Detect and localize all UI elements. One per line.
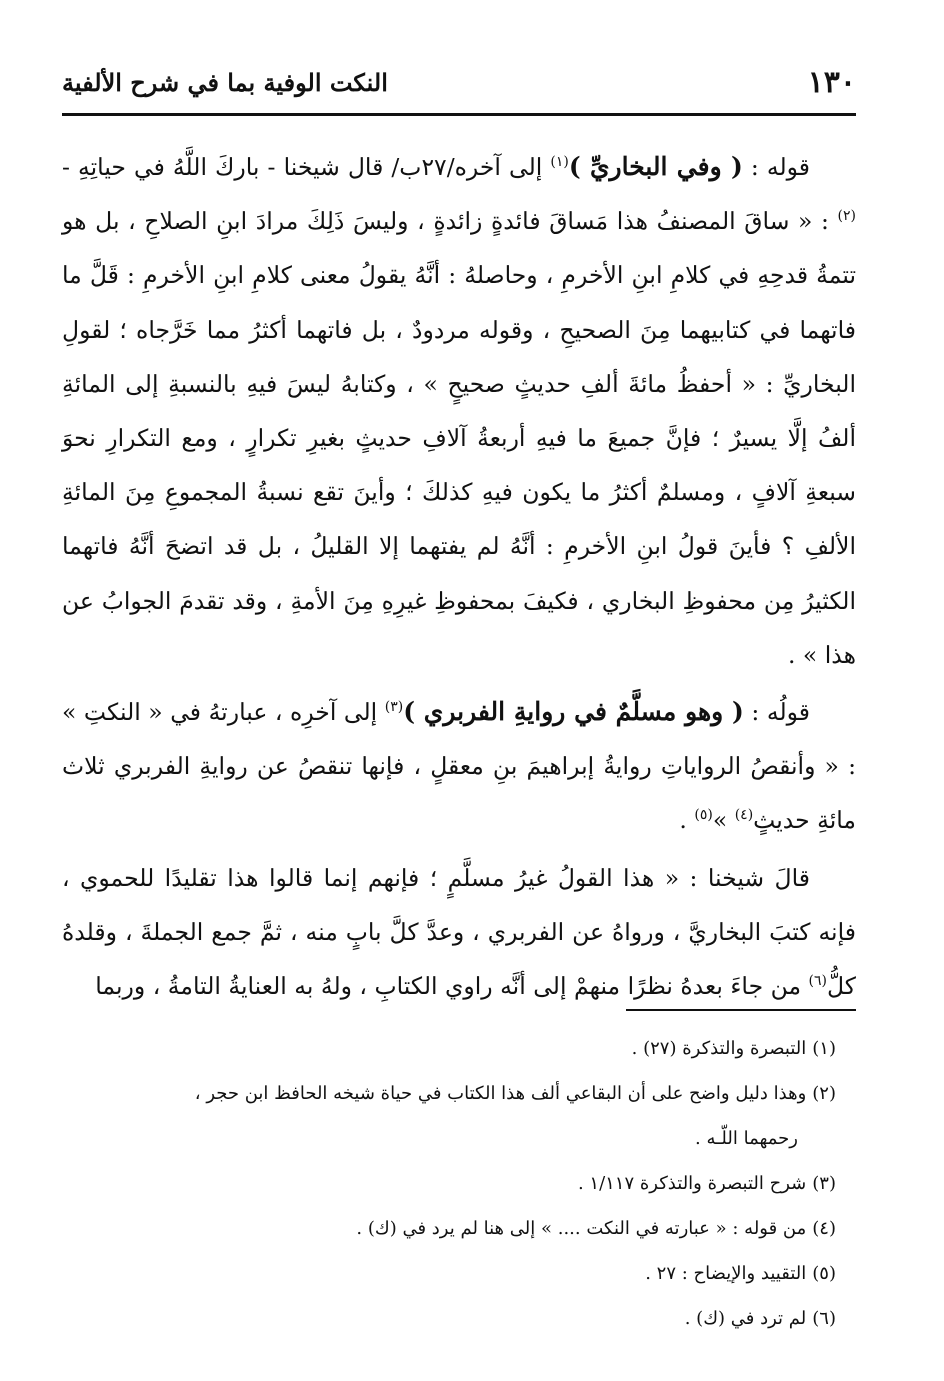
footnote-4 (62, 1206, 836, 1251)
footnote-5 (62, 1251, 836, 1296)
footnote-2-continuation: رحمهما اللّـه . (695, 1128, 798, 1149)
footnote-text: لم ترد في (ك) . (684, 1308, 807, 1329)
footnote-3 (62, 1161, 836, 1206)
footnote-rule (626, 1009, 856, 1011)
footnote-ref: (٢) (837, 208, 856, 225)
footnote-text: التبصرة والتذكرة (٢٧) . (631, 1038, 807, 1059)
paragraph-1 (62, 140, 856, 682)
page-header (62, 58, 856, 106)
quoted-phrase: ( وفي البخاريِّ ) (568, 152, 743, 181)
paragraph-text: إلى آخرِه ، عبارتهُ في « النكتِ » : « وأنقصُ الرواياتِ روايةُ إبراهيمَ بنِ معقلٍ ، فإنها تنقصُ عن روايةِ الفربري ثلاث مائةِ حديثٍ (62, 698, 856, 835)
footnote-number: (٥) (812, 1263, 836, 1284)
paragraph-text: قالَ شيخنا : « هذا القولُ غيرُ مسلَّمٍ ؛ فإنهم إنما قالوا هذا تقليدًا للحموي ، فإنه كتبَ البخاريَّ ، ورواهُ عن الفربري ، وعدَّ كلَّ بابٍ منه ، ثمَّ جمع الجملةَ ، وقلدهُ كلُّ (62, 863, 856, 1001)
footnote-2 (62, 1071, 836, 1116)
footnote-number: (٢) (812, 1083, 836, 1104)
footnote-number: (٣) (812, 1173, 836, 1194)
footnote-text: من قوله : « عبارته في النكت .... » إلى هنا لم يرد في (ك) . (356, 1218, 807, 1239)
footnote-ref: (١) (550, 154, 569, 171)
footnote-number: (٦) (812, 1308, 836, 1329)
footnote-number: (١) (812, 1038, 836, 1059)
footnote-6 (62, 1296, 836, 1341)
paragraph-2 (62, 685, 856, 848)
footnote-text: شرح التبصرة والتذكرة ١/١١٧ . (577, 1173, 807, 1194)
paragraph-text: من جاءَ بعدهُ نظرًا منهمْ إلى أنَّه راوي الكتابِ ، ولهُ به العنايةُ التامةُ ، وربما (95, 972, 809, 1001)
paragraph-lead: قوله : (742, 153, 810, 181)
header-rule (62, 113, 856, 116)
paragraph-text: . (679, 806, 695, 835)
footnote-ref: (٦) (808, 973, 827, 990)
page-number: ١٣٠ (807, 64, 856, 100)
footnote-1 (62, 1026, 836, 1071)
paragraph-lead: قولُه : (743, 698, 810, 727)
footnotes (62, 1026, 836, 1341)
quoted-phrase: ( وهو مسلَّمٌ في روايةِ الفربري ) (403, 697, 744, 727)
paragraph-text: » (712, 806, 735, 835)
footnote-number: (٤) (812, 1218, 836, 1239)
paragraph-3 (62, 851, 856, 1014)
footnote-text: التقييد والإيضاح : ٢٧ . (645, 1263, 807, 1284)
footnote-ref: (٤) (734, 807, 754, 824)
paragraph-text: إلى آخره/٢٧ب/ قال شيخنا - باركَ اللَّهُ في حياتِهِ - (62, 153, 551, 181)
main-text (62, 140, 856, 1013)
footnote-ref: (٣) (384, 699, 404, 716)
paragraph-text: : « ساقَ المصنفُ هذا مَساقَ فائدةٍ زائدةٍ ، وليسَ ذَلِكَ مرادَ ابنِ الصلاحِ ، بل هو تتمةُ قدحِهِ في كلامِ ابنِ الأخرمِ ، وحاصلهُ : أنَّهُ يقولُ معنى كلامِ ابنِ الأخرمِ : قَلَّ ما فاتهما في كتابيهما مِنَ الصحيحِ ، وقوله مردودٌ ، بل فاتهما أكثرُ مما خَرَّجاه ؛ لقولِ البخاريِّ : « أحفظُ مائةَ ألفِ حديثٍ صحيحٍ » ، وكتابهُ ليسَ فيهِ بالنسبةِ إلى المائةِ ألفُ إلَّا يسيرٌ ؛ فإنَّ جميعَ ما فيهِ أربعةُ آلافِ حديثٍ بغيرِ تكرارٍ ، ومع التكرارِ نحوَ سبعةِ آلافٍ ، ومسلمٌ أكثرُ ما يكون فيهِ كذلكَ ؛ وأينَ تقع نسبةُ المجموعِ مِنَ المائةِ الألفِ ؟ فأينَ قولُ ابنِ الأخرمِ : أنَّهُ لم يفتهما إلا القليلُ ، بل قد اتضحَ أنَّهُ فاتهما الكثيرُ مِن محفوظِ البخاري ، فكيفَ بمحفوظِ غيرِهِ مِنَ الأمةِ ، وقد تقدمَ الجوابُ عن هذا » . (62, 207, 856, 669)
running-title: النكت الوفية بما في شرح الألفية (62, 67, 388, 97)
footnote-text: وهذا دليل واضح على أن البقاعي ألف هذا الكتاب في حياة شيخه الحافظ ابن حجر ، (194, 1083, 807, 1104)
footnote-ref: (٥) (694, 807, 713, 824)
